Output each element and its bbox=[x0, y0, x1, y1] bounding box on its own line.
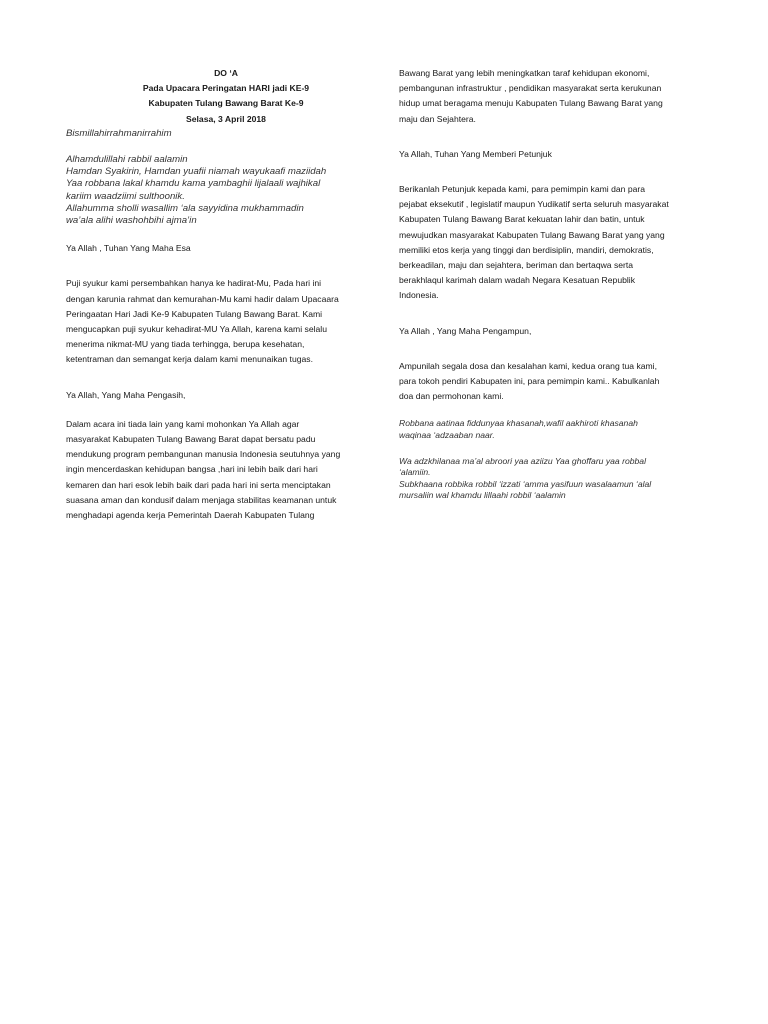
paragraph-line: suasana aman dan kondusif dalam menjaga stabilitas keamanan untuk bbox=[66, 494, 337, 505]
paragraph-line: doa dan permohonan kami. bbox=[399, 391, 504, 402]
paragraph-line: hidup umat beragama menuju Kabupaten Tulang Bawang Barat yang bbox=[399, 98, 663, 109]
paragraph-line: Ampunilah segala dosa dan kesalahan kami, kedua orang tua kami, bbox=[399, 360, 657, 371]
paragraph-puji-syukur bbox=[66, 276, 386, 367]
doc-date: Selasa, 3 April 2018 bbox=[186, 113, 266, 124]
paragraph-continued bbox=[399, 66, 711, 127]
paragraph-line: pejabat eksekutif , legislatif maupun Yudikatif serta seluruh masyarakat bbox=[399, 199, 669, 210]
paragraph-dalam-acara bbox=[66, 417, 386, 523]
section-heading-memberi-petunjuk: Ya Allah, Tuhan Yang Memberi Petunjuk bbox=[399, 148, 552, 159]
paragraph-line: mendukung program pembangunan manusia Indonesia seutuhnya yang bbox=[66, 449, 341, 460]
section-heading-maha-pengampun: Ya Allah , Yang Maha Pengampun, bbox=[399, 325, 532, 336]
opening-line: Yaa robbana lakal khamdu kama yambaghii lijalaali wajhikal bbox=[66, 178, 321, 190]
doc-subtitle-2: Kabupaten Tulang Bawang Barat Ke-9 bbox=[148, 98, 304, 109]
paragraph-line: Indonesia. bbox=[399, 290, 439, 301]
paragraph-ampunilah bbox=[399, 359, 711, 405]
opening-line: kariim waadziimi sulthoonik. bbox=[66, 190, 185, 202]
paragraph-line: Puji syukur kami persembahkan hanya ke hadirat-Mu, Pada hari ini bbox=[66, 278, 322, 289]
paragraph-line: Peringaatan Hari Jadi Ke-9 Kabupaten Tulang Bawang Barat. Kami bbox=[66, 308, 323, 319]
paragraph-line: memiliki etos kerja yang tinggi dan berdisiplin, mandiri, demokratis, bbox=[399, 244, 654, 255]
closing-line: Subkhaana robbika robbil ‘izzati ‘amma yasifuun wasalaamun ‘alal bbox=[399, 478, 652, 489]
opening-line: Alhamdulillahi rabbil aalamin bbox=[66, 154, 188, 166]
opening-line: wa’ala alihi washohbihi ajma’in bbox=[66, 215, 197, 227]
paragraph-line: kemaren dan hari esok lebih baik dari pada hari ini serta menciptakan bbox=[66, 479, 331, 490]
paragraph-line: berkeadilan, maju dan sejahtera, beriman dan bertaqwa serta bbox=[399, 260, 634, 271]
paragraph-line: pembangunan infrastruktur , pendidikan masyarakat serta kerukunan bbox=[399, 83, 662, 94]
opening-prayer bbox=[66, 154, 386, 227]
paragraph-line: Bawang Barat yang lebih meningkatkan taraf kehidupan ekonomi, bbox=[399, 68, 650, 78]
closing-line: mursaliin wal khamdu lillaahi robbil ‘aalamin bbox=[399, 490, 566, 501]
paragraph-line: dengan karunia rahmat dan kemurahan-Mu kami hadir dalam Upacaara bbox=[66, 293, 339, 304]
bismillah: Bismillahirrahmanirrahim bbox=[66, 127, 172, 139]
paragraph-line: Dalam acara ini tiada lain yang kami mohonkan Ya Allah agar bbox=[66, 418, 300, 429]
closing-line: ‘alamiin. bbox=[399, 467, 431, 478]
closing-prayer-subkhaana bbox=[399, 456, 711, 502]
paragraph-line: Kabupaten Tulang Bawang Barat kekuatan lahir dan batin, untuk bbox=[399, 214, 645, 225]
paragraph-line: ingin mencerdaskan kehidupan bangsa ,hari ini lebih baik dari hari bbox=[66, 464, 318, 475]
closing-prayer-robbana bbox=[399, 418, 711, 441]
paragraph-line: menghadapi agenda kerja Pemerintah Daerah Kabupaten Tulang bbox=[66, 510, 315, 521]
paragraph-line: ketentraman dan semangat kerja dalam kami menunaikan tugas. bbox=[66, 354, 313, 365]
closing-line: Wa adzkhilanaa ma’al abroori yaa aziizu Yaa ghoffaru yaa robbal bbox=[399, 455, 646, 466]
doc-title: DO ‘A bbox=[214, 68, 238, 78]
doc-subtitle-1: Pada Upacara Peringatan HARI jadi KE-9 bbox=[142, 83, 310, 94]
paragraph-line: mewujudkan masyarakat Kabupaten Tulang Bawang Barat yang yang bbox=[399, 229, 665, 240]
opening-line: Allahumma sholli wasallim ‘ala sayyidina mukhammadin bbox=[66, 202, 304, 214]
section-heading-maha-pengasih: Ya Allah, Yang Maha Pengasih, bbox=[66, 389, 186, 400]
opening-line: Hamdan Syakirin, Hamdan yuafii niamah wayukaafi maziidah bbox=[66, 166, 327, 178]
paragraph-line: Berikanlah Petunjuk kepada kami, para pemimpin kami dan para bbox=[399, 184, 646, 195]
section-heading-maha-esa: Ya Allah , Tuhan Yang Maha Esa bbox=[66, 243, 191, 254]
paragraph-line: berakhlaqul karimah dalam wadah Negara Kesatuan Republik bbox=[399, 275, 635, 286]
paragraph-line: menerima nikmat-MU yang tiada terhingga, berupa kesehatan, bbox=[66, 339, 305, 350]
paragraph-line: mengucapkan puji syukur kehadirat-MU Ya Allah, karena kami selalu bbox=[66, 324, 327, 335]
paragraph-line: maju dan Sejahtera. bbox=[399, 113, 476, 124]
left-column bbox=[66, 66, 386, 523]
paragraph-line: masyarakat Kabupaten Tulang Bawang Barat dapat bersatu padu bbox=[66, 434, 316, 445]
right-column bbox=[399, 66, 711, 502]
closing-line: waqinaa ‘adzaaban naar. bbox=[399, 430, 495, 441]
paragraph-line: para tokoh pendiri Kabupaten ini, para pemimpin kami.. Kabulkanlah bbox=[399, 376, 660, 387]
paragraph-berikanlah bbox=[399, 182, 711, 304]
closing-line: Robbana aatinaa fiddunyaa khasanah,wafil aakhiroti khasanah bbox=[399, 418, 638, 429]
